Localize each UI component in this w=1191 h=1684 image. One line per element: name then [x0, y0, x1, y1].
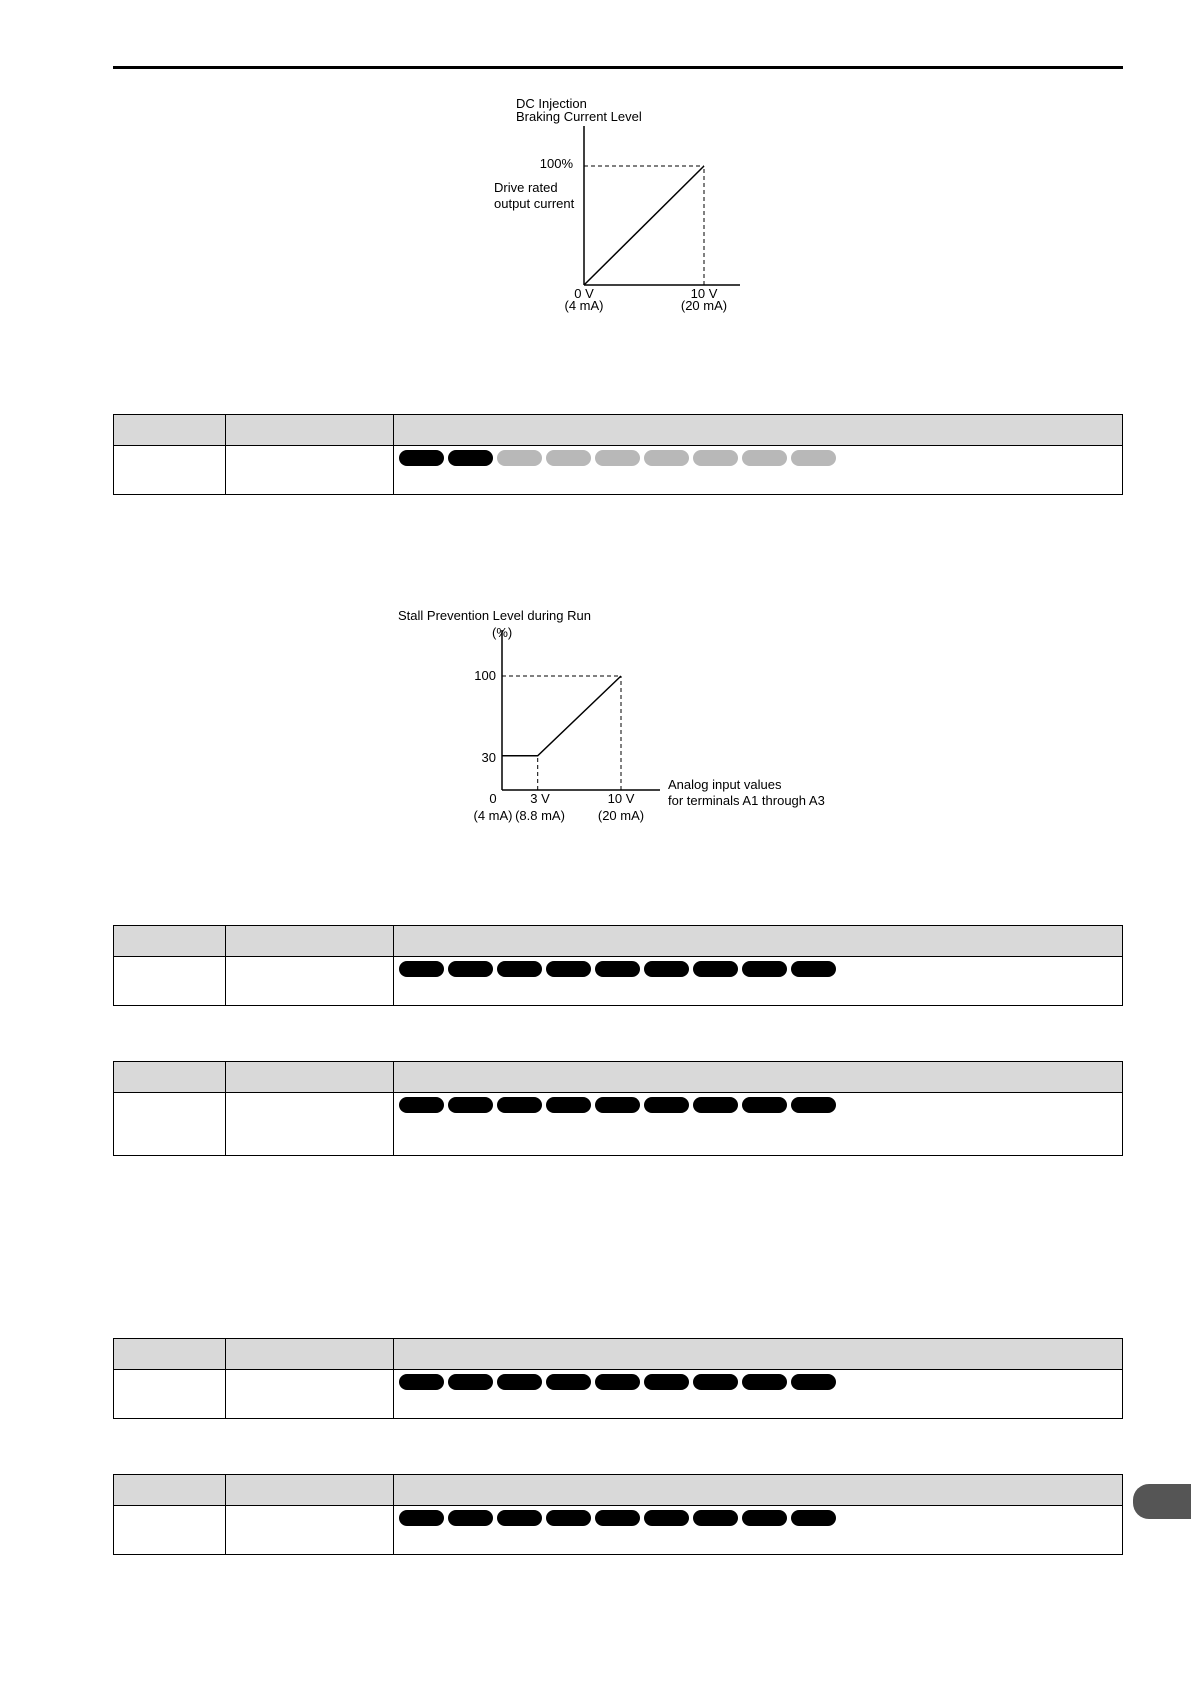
x-tick-0v: 0 V: [574, 286, 594, 301]
mode-badge-active: [497, 1510, 542, 1526]
x-tick-3v: 3 V: [530, 791, 550, 806]
dc-injection-graph: [0, 0, 1191, 330]
chapter-tab: [1133, 1484, 1191, 1519]
y-side-label-line1: Drive rated: [494, 180, 558, 195]
mode-badge-active: [448, 1510, 493, 1526]
y-tick-30: 30: [481, 750, 496, 765]
stall-prevention-graph: [0, 590, 1191, 840]
mode-badge-active: [448, 1097, 493, 1113]
mode-badge-active: [497, 1097, 542, 1113]
mode-badge-active: [497, 961, 542, 977]
table-header-row: [114, 1475, 1123, 1506]
y-tick-100: 100%: [539, 156, 573, 171]
mode-badge-active: [644, 1510, 689, 1526]
mode-badge-active: [742, 1510, 787, 1526]
mode-badge-active: [546, 1374, 591, 1390]
stall-level-line: [502, 676, 621, 756]
table-row: [114, 1370, 1123, 1419]
mode-badge-active: [693, 1374, 738, 1390]
mode-badge-active: [546, 961, 591, 977]
table-header-row: [114, 1339, 1123, 1370]
table-row: [114, 446, 1123, 495]
x-axis-label-line2: for terminals A1 through A3: [668, 793, 825, 808]
mode-badge-inactive: [693, 450, 738, 466]
mode-badge-active: [791, 1097, 836, 1113]
table-header-row: [114, 415, 1123, 446]
mode-badge-inactive: [546, 450, 591, 466]
mode-badge-active: [399, 450, 444, 466]
y-axis-title-line2: Braking Current Level: [516, 109, 642, 124]
mode-badge-active: [791, 1510, 836, 1526]
mode-badge-inactive: [644, 450, 689, 466]
mode-badge-active: [399, 1374, 444, 1390]
mode-badge-active: [791, 961, 836, 977]
mode-badge-active: [497, 1374, 542, 1390]
parameter-table-3: [113, 1061, 1123, 1156]
x-tick-4ma: (4 mA): [473, 808, 513, 823]
x-tick-10v: 10 V: [607, 791, 635, 806]
mode-badge-active: [644, 1374, 689, 1390]
table-row: [114, 1506, 1123, 1555]
y-side-label-line2: output current: [494, 196, 575, 211]
mode-badge-active: [448, 1374, 493, 1390]
mode-badge-active: [399, 961, 444, 977]
mode-badge-active: [693, 1097, 738, 1113]
parameter-table-5: [113, 1474, 1123, 1555]
x-tick-10v: 10 V: [690, 286, 718, 301]
mode-badge-active: [546, 1510, 591, 1526]
control-mode-badges: [394, 1370, 1122, 1390]
mode-badge-active: [693, 1510, 738, 1526]
mode-badge-active: [742, 1374, 787, 1390]
mode-badge-active: [448, 961, 493, 977]
mode-badge-active: [644, 961, 689, 977]
x-tick-8-8ma: (8.8 mA): [515, 808, 565, 823]
mode-badge-active: [448, 450, 493, 466]
x-tick-20ma: (20 mA): [597, 808, 645, 823]
mode-badge-active: [546, 1097, 591, 1113]
y-tick-100: 100: [474, 668, 496, 683]
mode-badge-active: [644, 1097, 689, 1113]
mode-badge-inactive: [791, 450, 836, 466]
y-axis-unit: (%): [492, 625, 513, 640]
current-level-line: [584, 166, 704, 285]
mode-badge-inactive: [595, 450, 640, 466]
mode-badge-active: [595, 1374, 640, 1390]
x-tick-20ma: (20 mA): [680, 298, 728, 313]
parameter-table-1: [113, 414, 1123, 495]
x-axis-label-line1: Analog input values: [668, 777, 782, 792]
mode-badge-inactive: [742, 450, 787, 466]
x-tick-4ma: (4 mA): [564, 298, 604, 313]
mode-badge-active: [791, 1374, 836, 1390]
mode-badge-active: [595, 961, 640, 977]
table-row: [114, 1093, 1123, 1156]
mode-badge-active: [742, 1097, 787, 1113]
y-axis-title-line1: DC Injection: [516, 96, 587, 111]
parameter-table-2: [113, 925, 1123, 1006]
control-mode-badges: [394, 1093, 1122, 1113]
mode-badge-inactive: [497, 450, 542, 466]
mode-badge-active: [399, 1510, 444, 1526]
mode-badge-active: [595, 1097, 640, 1113]
table-header-row: [114, 926, 1123, 957]
x-tick-0: 0: [489, 791, 497, 806]
table-row: [114, 957, 1123, 1006]
mode-badge-active: [399, 1097, 444, 1113]
y-axis-title: Stall Prevention Level during Run: [398, 608, 591, 623]
mode-badge-active: [595, 1510, 640, 1526]
control-mode-badges: [394, 1506, 1122, 1526]
table-header-row: [114, 1062, 1123, 1093]
mode-badge-active: [742, 961, 787, 977]
mode-badge-active: [693, 961, 738, 977]
control-mode-badges: [394, 957, 1122, 977]
parameter-table-4: [113, 1338, 1123, 1419]
control-mode-badges: [394, 446, 1122, 466]
